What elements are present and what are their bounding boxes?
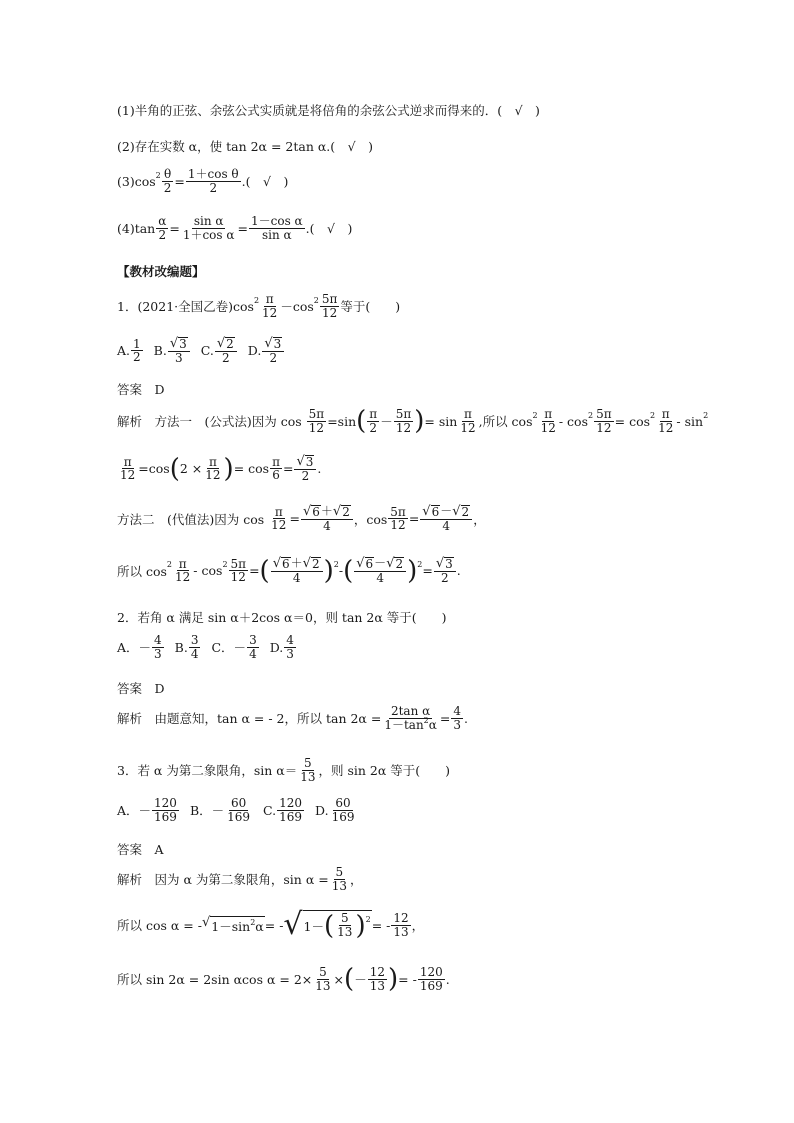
item-4: (4)tan $\frac{\alpha}{2}$ = $\frac{\text{sin α}}{\text{1＋cos α}}$ = $\frac{\text{1－cos α}}{\text{sin α}}$ .( √ )	[117, 214, 353, 242]
q1-method1-cont: $\frac{\pi}{12}$ =cos ( 2 × $\frac{\pi}{12}$ ) = cos $\frac{\pi}{6}$ = √ 3 2 .	[120, 453, 322, 484]
section-title: 【教材改编题】	[117, 264, 205, 279]
fraction: $\frac{\text{1＋cos θ}}{2}$	[187, 167, 239, 195]
q1-method1: 解析 方法一 (公式法)因为 cos $\frac{5\pi}{12}$ =sin ( $\frac{\pi}{2}$ － $\frac{5\pi}{12}$ ) = sin $\frac{\pi}{12}$ ,所以 cos 2 $\frac{\pi}{12}$ - cos 2 $\frac{5\pi}{12}$ = cos 2 $\frac{\pi}{12}$ - sin 2	[117, 406, 709, 437]
q1-stem: 1．(2021·全国乙卷)cos 2 $\frac{\pi}{12}$ －cos 2 $\frac{5\pi}{12}$ 等于( )	[117, 292, 401, 320]
q1-options: A. $\frac{1}{2}$ B. √ 3 3 C. √ 2 2 D. √ 3 2	[117, 337, 285, 364]
q2-stem: 2．若角 α 满足 sin α＋2cos α＝0，则 tan 2α 等于( )	[117, 610, 447, 625]
q3-solution-1: 解析 因为 α 为第二象限角，sin α = $\frac{5}{13}$ ，	[117, 865, 363, 893]
item-3: (3)cos 2 $\frac{\theta}{2}$ = $\frac{\text{1＋cos θ}}{2}$ .( √ )	[117, 167, 289, 195]
q2-solution: 解析 由题意知，tan α = - 2，所以 tan 2α = $\frac{\text{2tan α}}{1-\tan^2\alpha}$ = $\frac{4}{3}$ .	[117, 704, 468, 732]
q3-solution-3: 所以 sin 2α = 2sin αcos α = 2× $\frac{5}{13}$ × ( － $\frac{12}{13}$ ) = - $\frac{120}{169}$ .	[117, 964, 450, 995]
q3-stem: 3．若 α 为第二象限角，sin α＝ $\frac{5}{13}$ ，则 sin 2α 等于( )	[117, 756, 451, 784]
q3-options: A．－ $\frac{120}{169}$ B．－ $\frac{60}{169}$ C. $\frac{120}{169}$ D. $\frac{60}{169}$	[117, 796, 355, 824]
item-2: (2)存在实数 α，使 tan 2α = 2tan α.( √ )	[117, 139, 373, 154]
item-1: (1)半角的正弦、余弦公式实质就是将倍角的余弦公式逆求而得来的．( √ )	[117, 103, 540, 118]
q3-answer: 答案 A	[117, 842, 164, 857]
q1-answer: 答案 D	[117, 382, 165, 397]
fraction: $\frac{\theta}{2}$	[163, 167, 172, 195]
q1-method2-cont: 所以 cos 2 $\frac{\pi}{12}$ - cos 2 $\frac{5\pi}{12}$ = ( √ 6 ＋ √ 2 4 ) 2 - ( √ 6 － √ 2 4 ) 2 = √ 3 2 .	[117, 555, 461, 586]
q3-solution-2: 所以 cos α = - √ $1-\sin^2\alpha$ = - √ 1－ ( $\frac{5}{13}$ ) 2 = - $\frac{12}{13}$ ，	[117, 907, 425, 942]
q2-options: A．－ $\frac{4}{3}$ B. $\frac{3}{4}$ C．－ $\frac{3}{4}$ D. $\frac{4}{3}$	[117, 633, 294, 661]
q1-method2: 方法二 (代值法)因为 cos $\frac{\pi}{12}$ = √ 6 ＋ √ 2 4 ，cos $\frac{5\pi}{12}$ = √ 6 － √ 2 4 ，	[117, 504, 486, 533]
q2-answer: 答案 D	[117, 681, 165, 696]
